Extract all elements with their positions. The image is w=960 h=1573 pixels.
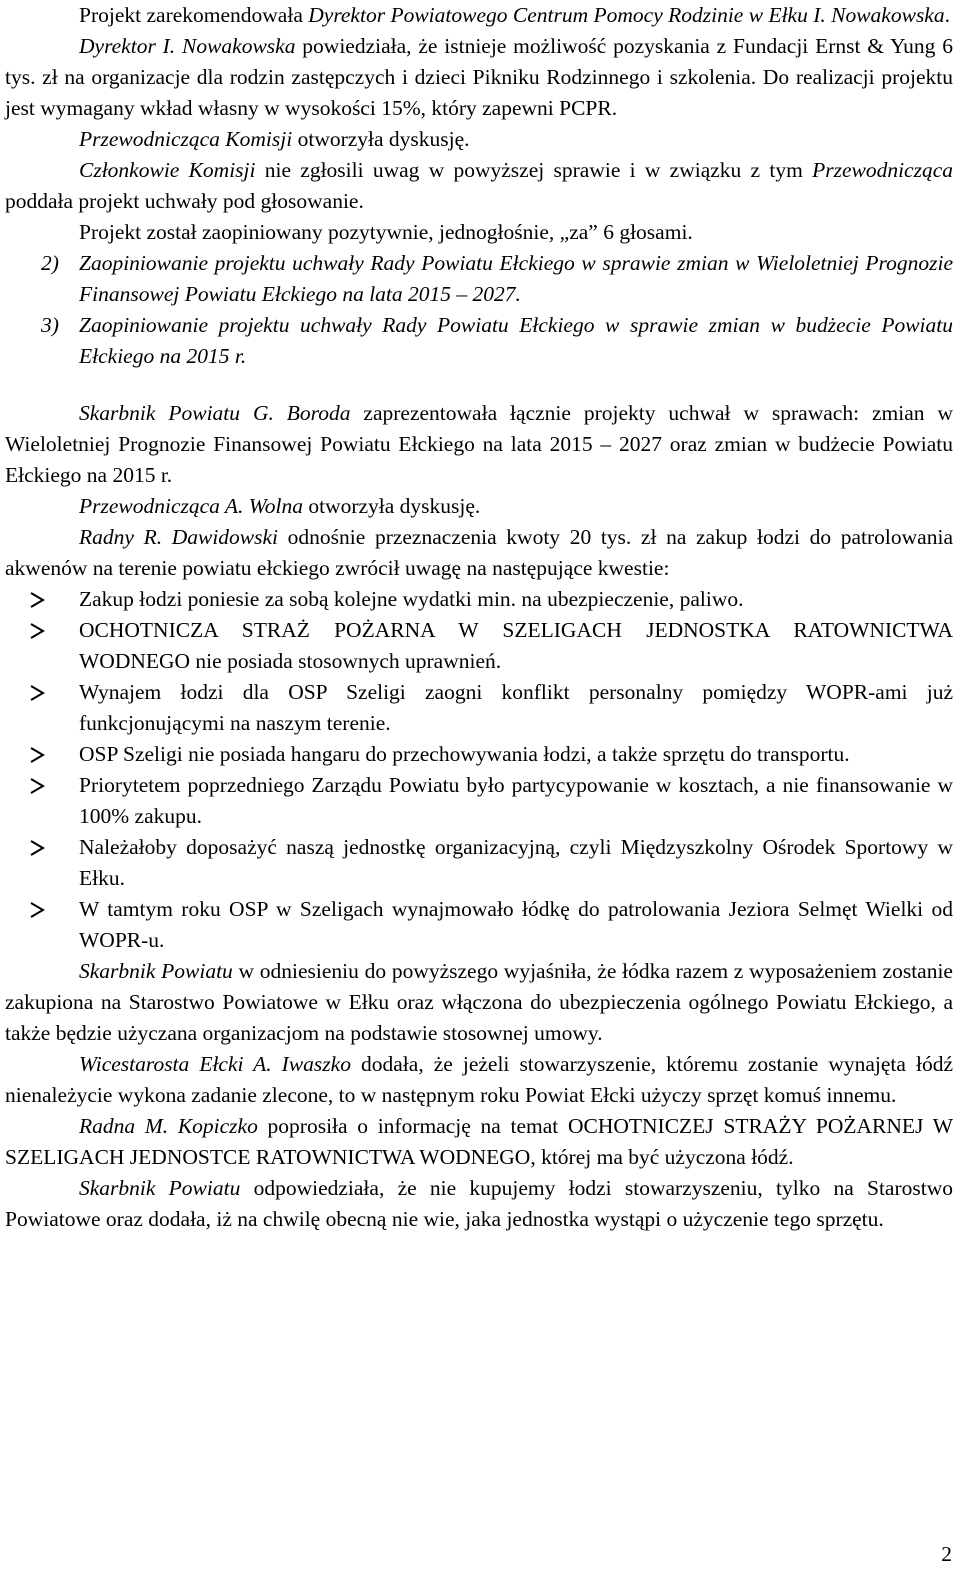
paragraph-treasurer-presentation: Skarbnik Powiatu G. Boroda zaprezentowała łącznie projekty uchwał w sprawach: zmian w Wieloletniej Prognozie Finansowej Powiatu Ełckiego na lata 2015 – 2027 oraz zmian w budżecie Powiatu Ełckiego na 2015 r.	[5, 401, 953, 487]
paragraph-treasurer-explanation: Skarbnik Powiatu w odniesieniu do powyższego wyjaśniła, że łódka razem z wyposażeniem zostanie zakupiona na Starostwo Powiatowe w Ełku oraz włączona do ubezpieczenia ogólnego Powiatu Ełckiego, a także będzie użyczana organizacjom na podstawie stosownej umowy.	[5, 959, 953, 1045]
arrow-bullet-icon	[27, 894, 49, 925]
issue-item	[5, 584, 953, 615]
agenda-item	[5, 310, 953, 372]
arrow-bullet-icon	[27, 615, 49, 646]
issue-text: OSP Szeligi nie posiada hangaru do przechowywania łodzi, a także sprzętu do transportu.	[79, 742, 850, 766]
issues-list	[5, 584, 953, 956]
paragraph-discussion-opened: Przewodnicząca Komisji otworzyła dyskusję.	[79, 127, 470, 151]
arrow-bullet-icon	[27, 770, 49, 801]
issue-text: OCHOTNICZA STRAŻ POŻARNA W SZELIGACH JEDNOSTKA RATOWNICTWA WODNEGO nie posiada stosownych uprawnień.	[79, 618, 953, 673]
issue-item	[5, 615, 953, 677]
arrow-bullet-icon	[27, 677, 49, 708]
paragraph-treasurer-answer: Skarbnik Powiatu odpowiedziała, że nie kupujemy łodzi stowarzyszeniu, tylko na Starostwo Powiatowe oraz dodała, iż na chwilę obecną nie wie, jaka jednostka wystąpi o użyczenie tego sprzętu.	[5, 1176, 953, 1231]
paragraph-vice-starost-remark: Wicestarosta Ełcki A. Iwaszko dodała, że jeżeli stowarzyszenie, któremu zostanie wynajęta łódź nienależycie wykona zadanie zlecone, to w następnym roku Powiat Ełcki użyczy sprzęt komuś innemu.	[5, 1052, 954, 1107]
issue-item	[5, 832, 953, 894]
issue-text: W tamtym roku OSP w Szeligach wynajmowało łódkę do patrolowania Jeziora Selmęt Wielki od WOPR-u.	[79, 897, 953, 952]
paragraph-councillor-question: Radna M. Kopiczko poprosiła o informację na temat OCHOTNICZEJ STRAŻY POŻARNEJ W SZELIGACH JEDNOSTCE RATOWNICTWA WODNEGO, której ma być użyczona łódź.	[5, 1114, 953, 1169]
paragraph-recommendation: Projekt zarekomendowała Dyrektor Powiatowego Centrum Pomocy Rodzinie w Ełku I. Nowakowska.	[79, 3, 950, 27]
agenda-item	[5, 248, 953, 310]
agenda-item-number: 3)	[41, 313, 59, 337]
issue-text: Zakup łodzi poniesie za sobą kolejne wydatki min. na ubezpieczenie, paliwo.	[79, 587, 744, 611]
agenda-item-number: 2)	[41, 251, 59, 275]
paragraph-members-vote: Członkowie Komisji nie zgłosili uwag w powyższej sprawie i w związku z tym Przewodnicząca poddała projekt uchwały pod głosowanie.	[5, 158, 954, 213]
issue-item	[5, 677, 953, 739]
issue-text: Wynajem łodzi dla OSP Szeligi zaogni konflikt personalny pomiędzy WOPR-ami już funkcjonującymi na naszym terenie.	[79, 680, 953, 735]
issue-text: Priorytetem poprzedniego Zarządu Powiatu było partycypowanie w kosztach, a nie finansowanie w 100% zakupu.	[79, 773, 953, 828]
paragraph-chair-discussion: Przewodnicząca A. Wolna otworzyła dyskusję.	[79, 494, 481, 518]
page-number: 2	[941, 1542, 952, 1566]
arrow-bullet-icon	[27, 739, 49, 770]
issue-item	[5, 770, 953, 832]
issue-item	[5, 894, 953, 956]
paragraph-result: Projekt został zaopiniowany pozytywnie, jednogłośnie, „za” 6 głosami.	[79, 220, 693, 244]
arrow-bullet-icon	[27, 832, 49, 863]
arrow-bullet-icon	[27, 584, 49, 615]
issue-item	[5, 739, 953, 770]
agenda-list	[5, 248, 953, 372]
issue-text: Należałoby doposażyć naszą jednostkę organizacyjną, czyli Międzyszkolny Ośrodek Sportowy w Ełku.	[79, 835, 953, 890]
paragraph-director-statement: Dyrektor I. Nowakowska powiedziała, że istnieje możliwość pozyskania z Fundacji Ernst & Yung 6 tys. zł na organizacje dla rodzin zastępczych i dzieci Pikniku Rodzinnego i szkolenia. Do realizacji projektu jest wymagany wkład własny w wysokości 15%, który zapewni PCPR.	[5, 34, 953, 120]
agenda-item-text: Zaopiniowanie projektu uchwały Rady Powiatu Ełckiego w sprawie zmian w Wieloletniej Prognozie Finansowej Powiatu Ełckiego na lata 2015 – 2027.	[79, 251, 953, 306]
paragraph-councillor-remarks: Radny R. Dawidowski odnośnie przeznaczenia kwoty 20 tys. zł na zakup łodzi do patrolowania akwenów na terenie powiatu ełckiego zwrócił uwagę na następujące kwestie:	[5, 525, 953, 580]
document-page	[5, 0, 953, 1235]
agenda-item-text: Zaopiniowanie projektu uchwały Rady Powiatu Ełckiego w sprawie zmian w budżecie Powiatu Ełckiego na 2015 r.	[79, 313, 953, 368]
